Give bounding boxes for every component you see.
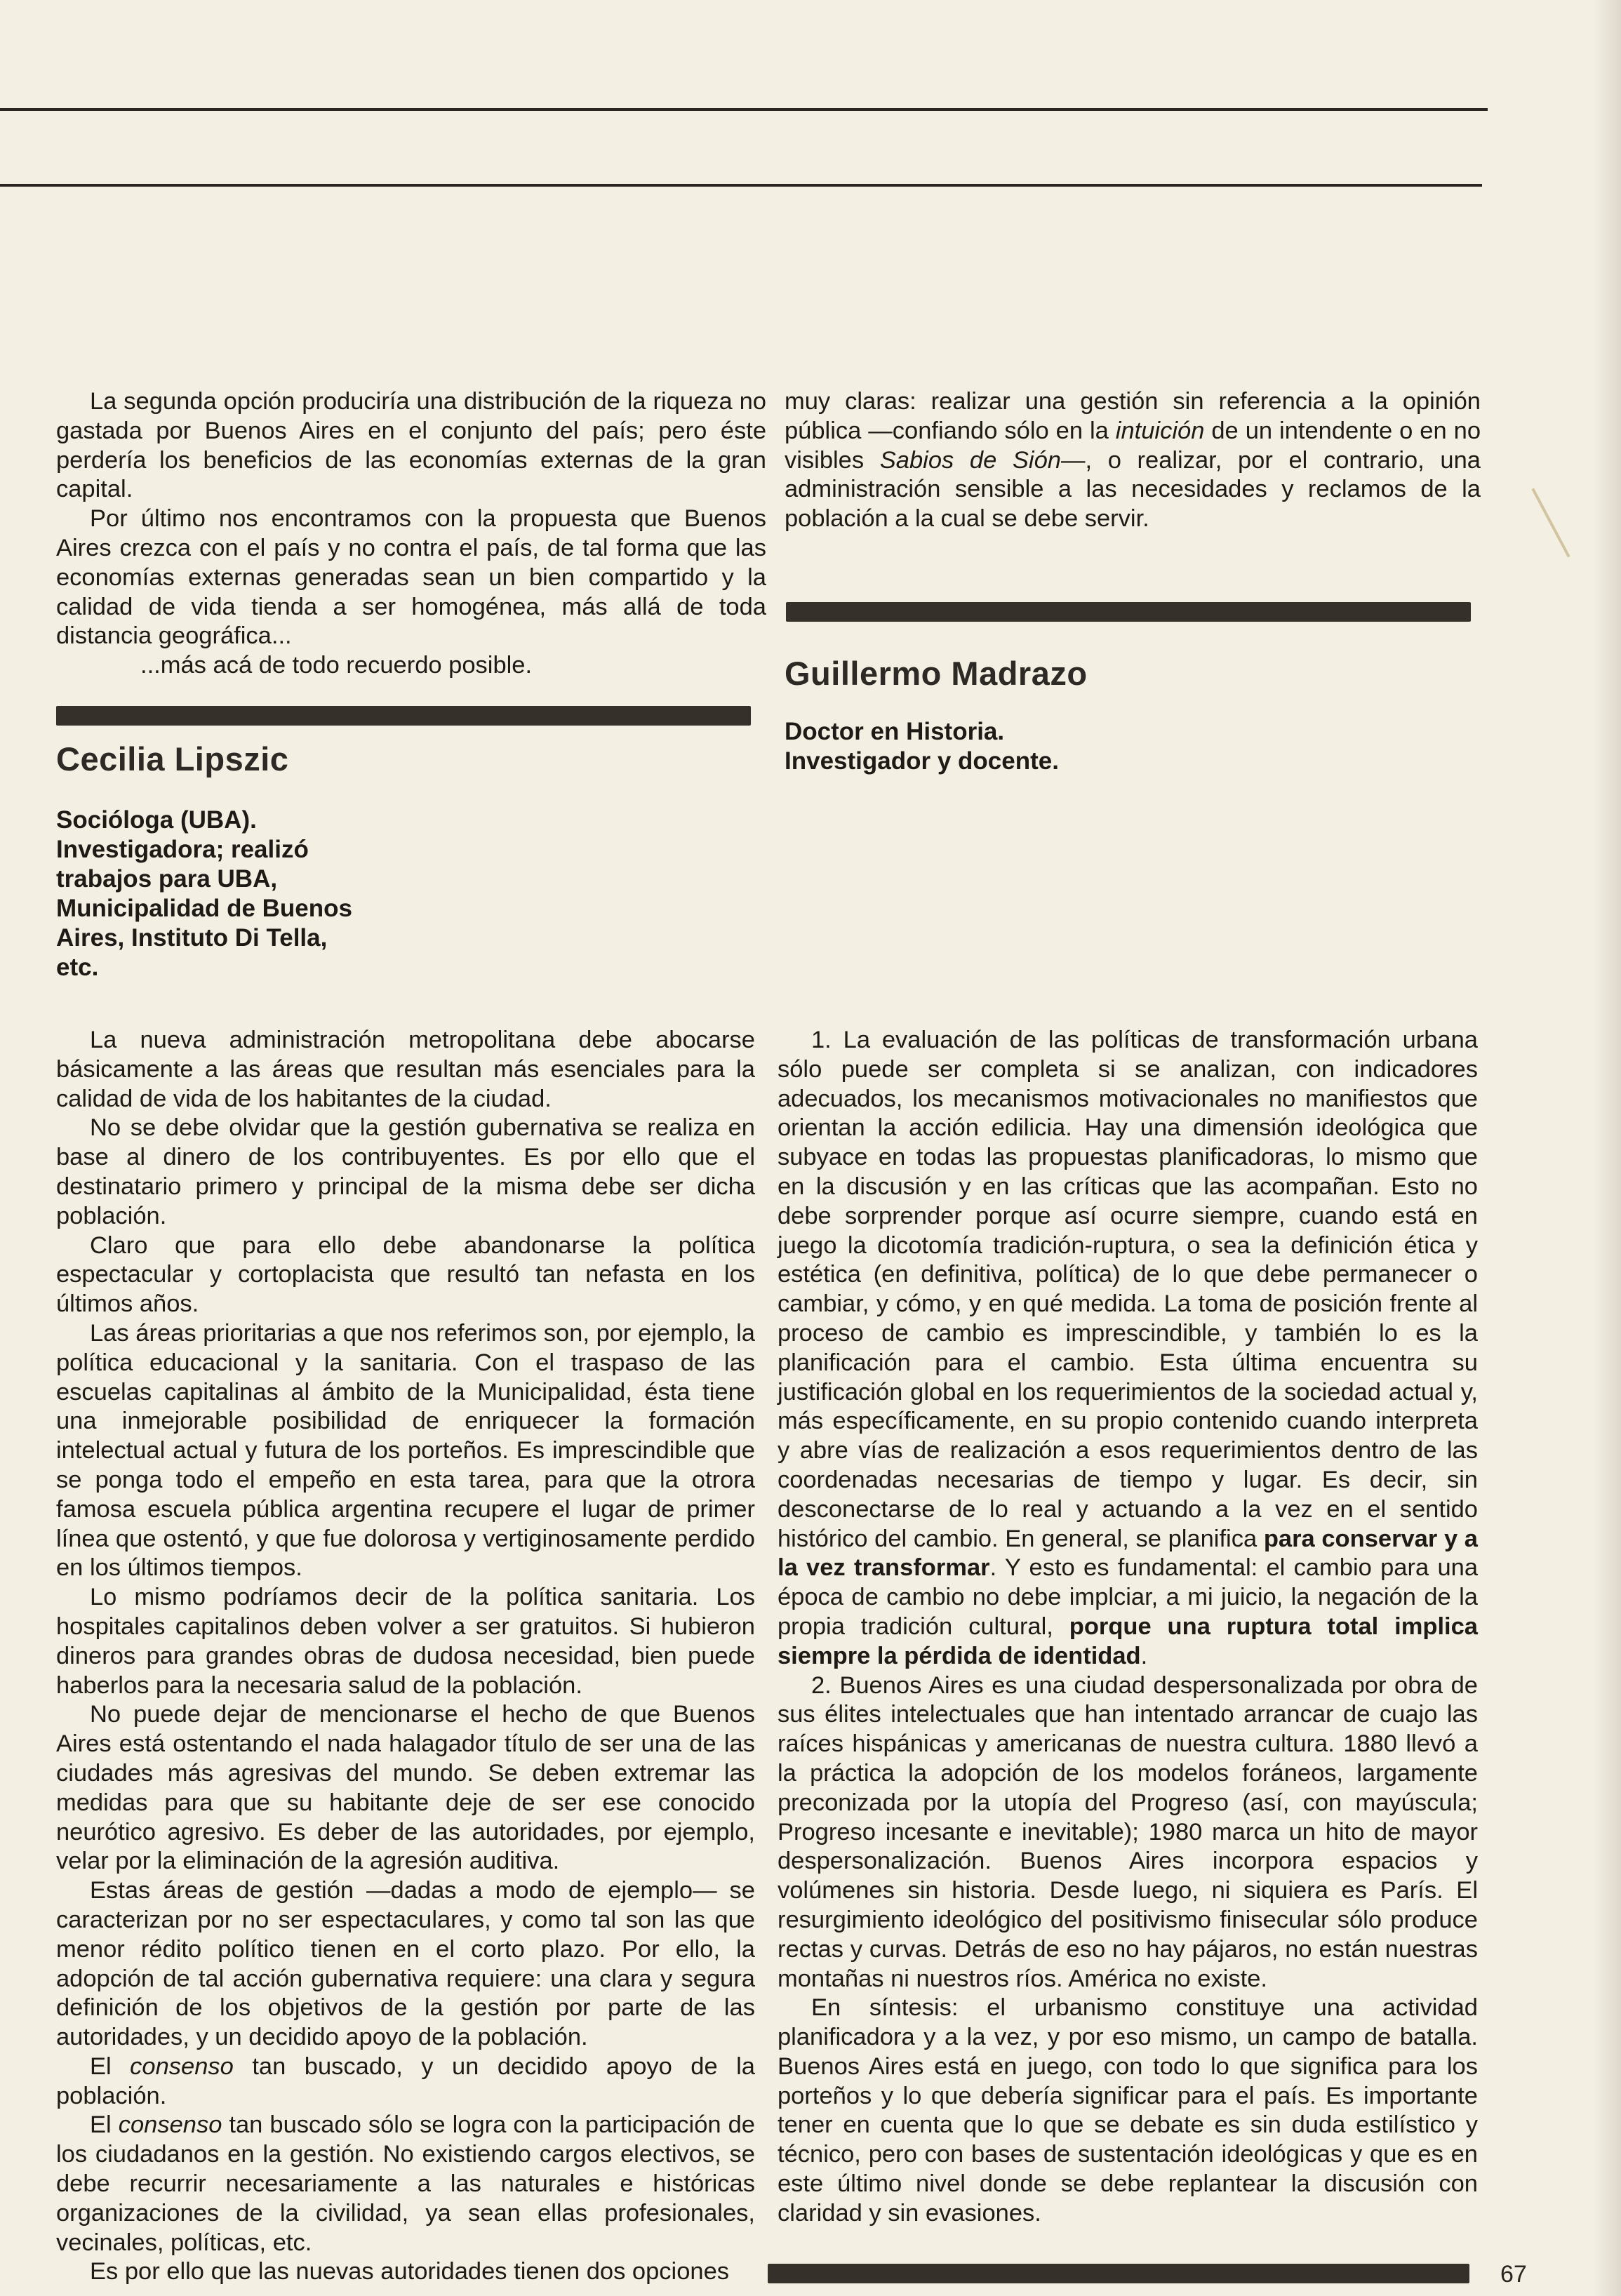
body-paragraph: No puede dejar de mencionarse el hecho de que Buenos Aires está ostentando el nada halagador título de ser una de las ciudades más agresivas del mundo. Se deben extremar las medidas para que su habitante deje de ser ese conocido neurótico agresivo. Es deber de las autoridades, por ejemplo, velar por la eliminación de la agresión auditiva. — [56, 1701, 755, 1875]
body-paragraph: Lo mismo podríamos decir de la política sanitaria. Los hospitales capitalinos deben volver a ser gratuitos. Si hubieron dineros para grandes obras de dudosa necesidad, bien puede haberlos para la necesaria salud de la población. — [56, 1584, 755, 1699]
intro-left-column — [56, 387, 766, 681]
body-paragraph: El consenso tan buscado, y un decidido apoyo de la población. — [56, 2053, 755, 2109]
body-paragraph: Estas áreas de gestión —dadas a modo de ejemplo— se caracterizan por no ser espectaculares, y como tal son las que menor rédito político tienen en el corto plazo. Por ello, la adopción de tal acción gubernativa requiere: una clara y segura definición de los objetivos de la gestión por parte de las autoridades, y un decidido apoyo de la población. — [56, 1877, 755, 2051]
author-credentials: Doctor en Historia. Investigador y docente. — [785, 718, 1059, 775]
body-paragraph: Claro que para ello debe abandonarse la política espectacular y cortoplacista que resultó tan nefasta en los últimos años. — [56, 1232, 755, 1318]
body-paragraph: En síntesis: el urbanismo constituye una actividad planificadora y a la vez, y por eso mismo, un campo de batalla. Buenos Aires está en juego, con todo lo que significa para los porteños y lo que debería significar para el país. Es importante tener en cuenta que lo que se debate es sin duda estilístico y técnico, pero con bases de sustentación ideológicas y que es en este último nivel donde se debe replantear la discusión con claridad y sin evasiones. — [778, 1994, 1478, 2227]
body-paragraph: 2. Buenos Aires es una ciudad despersonalizada por obra de sus élites intelectuales que han intentado arrancar de cuajo las raíces hispánicas y americanas de nuestra cultura. 1880 llevó a la práctica la adopción de los modelos foráneos, largamente preconizada por la utopía del Progreso (así, con mayúscula; Progreso incesante e inevitable); 1980 marca un hito de mayor despersonalización. Buenos Aires incorpora espacios y volúmenes sin historia. Desde luego, ni siquiera es París. El resurgimiento ideológico del positivismo finisecular sólo produce rectas y curvas. Detrás de eso no hay pájaros, no están nuestras montañas ni nuestros ríos. América no existe. — [778, 1671, 1478, 1992]
body-paragraph: Es por ello que las nuevas autoridades tienen dos opciones — [90, 2258, 730, 2285]
second-rule — [0, 184, 1482, 187]
paper-stain — [1531, 488, 1570, 557]
madrazo-column — [778, 1026, 1478, 2229]
top-rule — [0, 108, 1488, 111]
body-paragraph: Las áreas prioritarias a que nos referimos son, por ejemplo, la política educacional y la sanitaria. Con el traspaso de las escuelas capitalinas al ámbito de la Municipalidad, ésta tiene una inmejorable posibilidad de enriquecer la formación intelectual actual y futura de los porteños. Es imprescindible que se ponga todo el empeño en esta tarea, para que la otrora famosa escuela pública argentina recupere el lugar de primer línea que ostentó, y que fue dolorosa y vertiginosamente perdido en los últimos tiempos. — [56, 1319, 755, 1582]
lipszic-column — [56, 1026, 755, 2287]
intro-left-paragraph: Por último nos encontramos con la propuesta que Buenos Aires crezca con el país y no contra el país, de tal forma que las economías externas generadas sean un bien compartido y la calidad de vida tienda a ser homogénea, más allá de toda distancia geográfica... — [56, 505, 766, 650]
author-divider-bar — [786, 602, 1471, 622]
intro-right-paragraph: muy claras: realizar una gestión sin referencia a la opinión pública —confiando sólo en la intuición de un intendente o en no visibles Sabios de Sión—, o realizar, por el contrario, una administración sensible a las necesidades y reclamos de la población a la cual se debe servir. — [785, 388, 1481, 533]
body-paragraph: No se debe olvidar que la gestión gubernativa se realiza en base al dinero de los contribuyentes. Es por ello que el destinatario primero y principal de la misma debe ser dicha población. — [56, 1114, 755, 1229]
intro-left-closing-line: ...más acá de todo recuerdo posible. — [140, 652, 533, 679]
page-edge-shadow — [1593, 0, 1621, 2296]
body-paragraph: La nueva administración metropolitana debe abocarse básicamente a las áreas que resultan más esenciales para la calidad de vida de los habitantes de la ciudad. — [56, 1027, 755, 1112]
page-number: 67 — [1500, 2261, 1527, 2288]
author-name: Cecilia Lipszic — [56, 740, 289, 777]
author-name: Guillermo Madrazo — [785, 655, 1088, 692]
intro-right-column — [785, 387, 1481, 534]
body-paragraph: El consenso tan buscado sólo se logra con la participación de los ciudadanos en la gestión. No existiendo cargos electivos, se debe recurrir necesariamente a las naturales e históricas organizaciones de la civilidad, ya sean ellas profesionales, vecinales, políticas, etc. — [56, 2111, 755, 2256]
author-divider-bar — [56, 706, 751, 726]
footer-bar — [768, 2264, 1469, 2283]
body-paragraph: 1. La evaluación de las políticas de transformación urbana sólo puede ser completa si se analizan, con indicadores adecuados, los mecanismos motivacionales no manifiestos que orientan la acción edilicia. Hay una dimensión ideológica que subyace en todas las propuestas planificadoras, lo mismo que en la discusión y en las críticas que las acompañan. Esto no debe sorprender porque así ocurre siempre, cuando está en juego la dicotomía tradición-ruptura, o sea la definición ética y estética (en definitiva, política) de lo que debe permanecer o cambiar, y cómo, y en qué medida. La toma de posición frente al proceso de cambio es imprescindible, y también lo es la planificación para el cambio. Esta última encuentra su justificación global en los requerimientos de la sociedad actual y, más específicamente, en su propio contenido cuando interpreta y abre vías de realización a esos requerimientos dentro de las coordenadas necesarias de tiempo y lugar. Es decir, sin desconectarse de lo real y actuando a la vez en el sentido histórico del cambio. En general, se planifica para conservar y a la vez transformar. Y esto es fundamental: el cambio para una época de cambio no debe implciar, a mi juicio, la negación de la propia tradición cultural, porque una ruptura total implica siempre la pérdida de identidad. — [778, 1027, 1478, 1669]
intro-left-paragraph: La segunda opción produciría una distribución de la riqueza no gastada por Buenos Aires en el conjunto del país; pero éste perdería los beneficios de las economías externas de la gran capital. — [56, 388, 766, 503]
author-credentials: Socióloga (UBA). Investigadora; realizó trabajos para UBA, Municipalidad de Buenos Aires, Instituto Di Tella, etc. — [56, 806, 352, 981]
